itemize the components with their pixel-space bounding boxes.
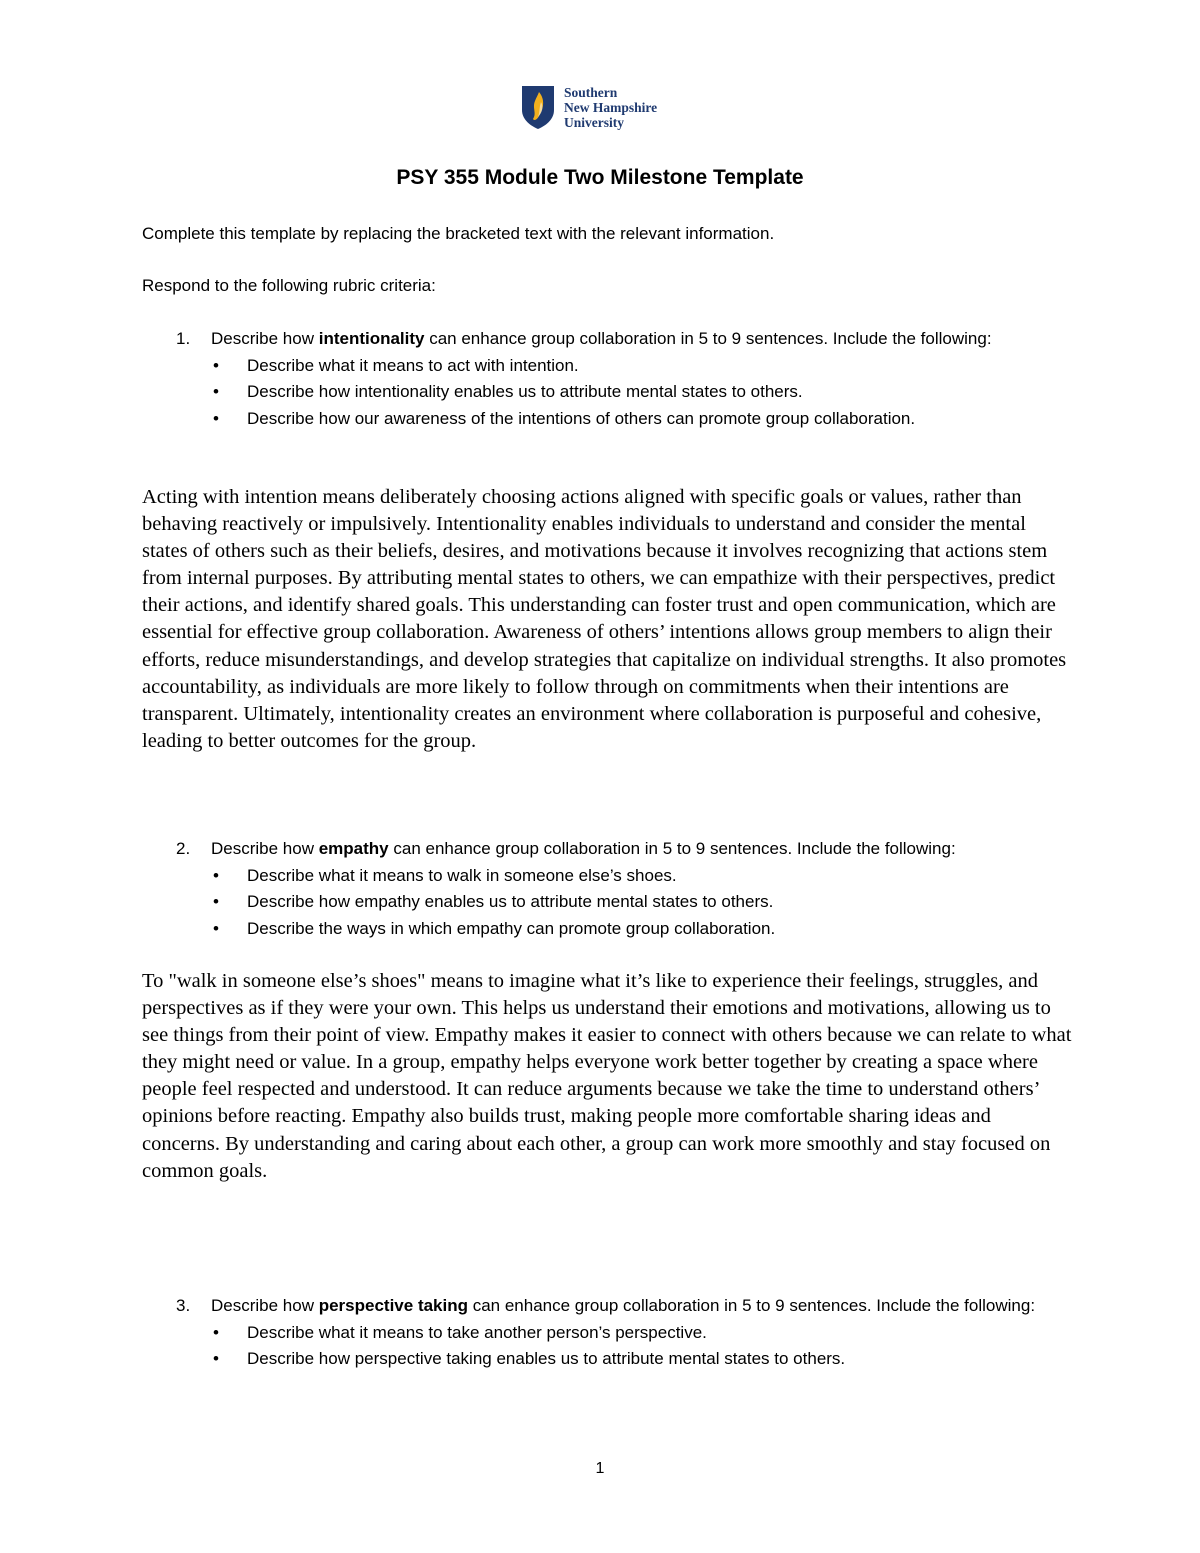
bullet-list (176, 353, 1056, 433)
bullet-icon: • (213, 382, 219, 401)
question-number: 3. (176, 1296, 191, 1315)
bullet-icon: • (213, 1322, 219, 1342)
shield-flame-icon (520, 84, 556, 130)
bullet-icon: • (213, 408, 219, 428)
question-3 (176, 1293, 1056, 1373)
logo-wordmark (564, 85, 657, 130)
prompt-prefix: Describe how (211, 839, 319, 858)
list-item-text: Describe how intentionality enables us to attribute mental states to others. (247, 382, 803, 401)
page-number: 1 (595, 1460, 605, 1477)
logo-line-1: Southern (564, 84, 618, 100)
list-item-text: Describe what it means to take another person’s perspective. (247, 1322, 707, 1342)
list-item-text: Describe how our awareness of the intentions of others can promote group collaboration. (247, 408, 916, 428)
prompt-suffix: can enhance group collaboration in 5 to 9 sentences. Include the following: (424, 329, 992, 348)
bullet-icon: • (213, 355, 219, 375)
list-item (176, 406, 1056, 433)
list-item (176, 1346, 1056, 1373)
prompt-suffix: can enhance group collaboration in 5 to 9 sentences. Include the following: (388, 839, 956, 858)
question-1 (176, 326, 1056, 432)
rubric-intro-text: Respond to the following rubric criteria: (142, 276, 436, 295)
list-item-text: Describe how perspective taking enables us to attribute mental states to others. (247, 1349, 846, 1368)
question-number: 2. (176, 839, 191, 858)
university-logo (520, 84, 657, 130)
list-item (176, 1320, 1056, 1347)
list-item-text: Describe how empathy enables us to attribute mental states to others. (247, 892, 774, 911)
logo-line-3: University (564, 114, 624, 130)
list-item (176, 353, 1056, 380)
prompt-keyword: perspective taking (318, 1296, 468, 1315)
answer-text: To "walk in someone else’s shoes" means to imagine what it’s like to experience their feelings, struggles, and perspectives as if they were your own. This helps us understand their emotions and motivations, allowing us to see things from their point of view. Empathy makes it easier to connect with others because we can relate to what they might need or value. In a group, empathy helps everyone work better together by creating a space where people feel respected and understood. It can reduce arguments because we take the time to understand others’ opinions before reacting. Empathy also builds trust, making people more comfortable sharing ideas and concerns. By understanding and caring about each other, a group can work more smoothly and stay focused on common goals. (142, 970, 1072, 1182)
list-item-text: Describe what it means to walk in someone else’s shoes. (247, 865, 677, 885)
bullet-icon: • (213, 918, 219, 938)
prompt-prefix: Describe how (211, 1296, 319, 1315)
list-item-text: Describe the ways in which empathy can promote group collaboration. (247, 918, 776, 938)
prompt-keyword: intentionality (318, 329, 425, 348)
question-2 (176, 836, 1056, 942)
answer-2 (142, 968, 1072, 1185)
bullet-list (176, 1320, 1056, 1373)
answer-1 (142, 484, 1072, 755)
question-prompt (211, 1293, 1056, 1320)
question-prompt (211, 326, 1056, 353)
prompt-suffix: can enhance group collaboration in 5 to 9 sentences. Include the following: (468, 1296, 1036, 1315)
intro-text: Complete this template by replacing the bracketed text with the relevant information. (142, 224, 775, 243)
bullet-icon: • (213, 892, 219, 911)
bullet-icon: • (213, 1349, 219, 1368)
bullet-icon: • (213, 865, 219, 885)
answer-text: Acting with intention means deliberately choosing actions aligned with specific goals or values, rather than behaving reactively or impulsively. Intentionality enables individuals to understand and consider the mental states of others such as their beliefs, desires, and motivations because it involves recognizing that actions stem from internal purposes. By attributing mental states to others, we can empathize with their perspectives, predict their actions, and identify shared goals. This understanding can foster trust and open communication, which are essential for effective group collaboration. Awareness of others’ intentions allows group members to align their efforts, reduce misunderstandings, and develop strategies that capitalize on individual strengths. It also promotes accountability, as individuals are more likely to follow through on commitments when their intentions are transparent. Ultimately, intentionality creates an environment where collaboration is purposeful and cohesive, leading to better outcomes for the group. (142, 486, 1067, 752)
logo-line-2: New Hampshire (564, 99, 658, 115)
bullet-list (176, 863, 1056, 943)
question-prompt (211, 836, 1056, 863)
list-item (176, 863, 1056, 890)
prompt-prefix: Describe how (211, 329, 319, 348)
question-number: 1. (176, 329, 191, 348)
list-item (176, 889, 1056, 916)
list-item (176, 916, 1056, 943)
list-item (176, 379, 1056, 406)
prompt-keyword: empathy (318, 839, 389, 858)
page-title: PSY 355 Module Two Milestone Template (396, 166, 804, 189)
list-item-text: Describe what it means to act with intention. (247, 355, 579, 375)
